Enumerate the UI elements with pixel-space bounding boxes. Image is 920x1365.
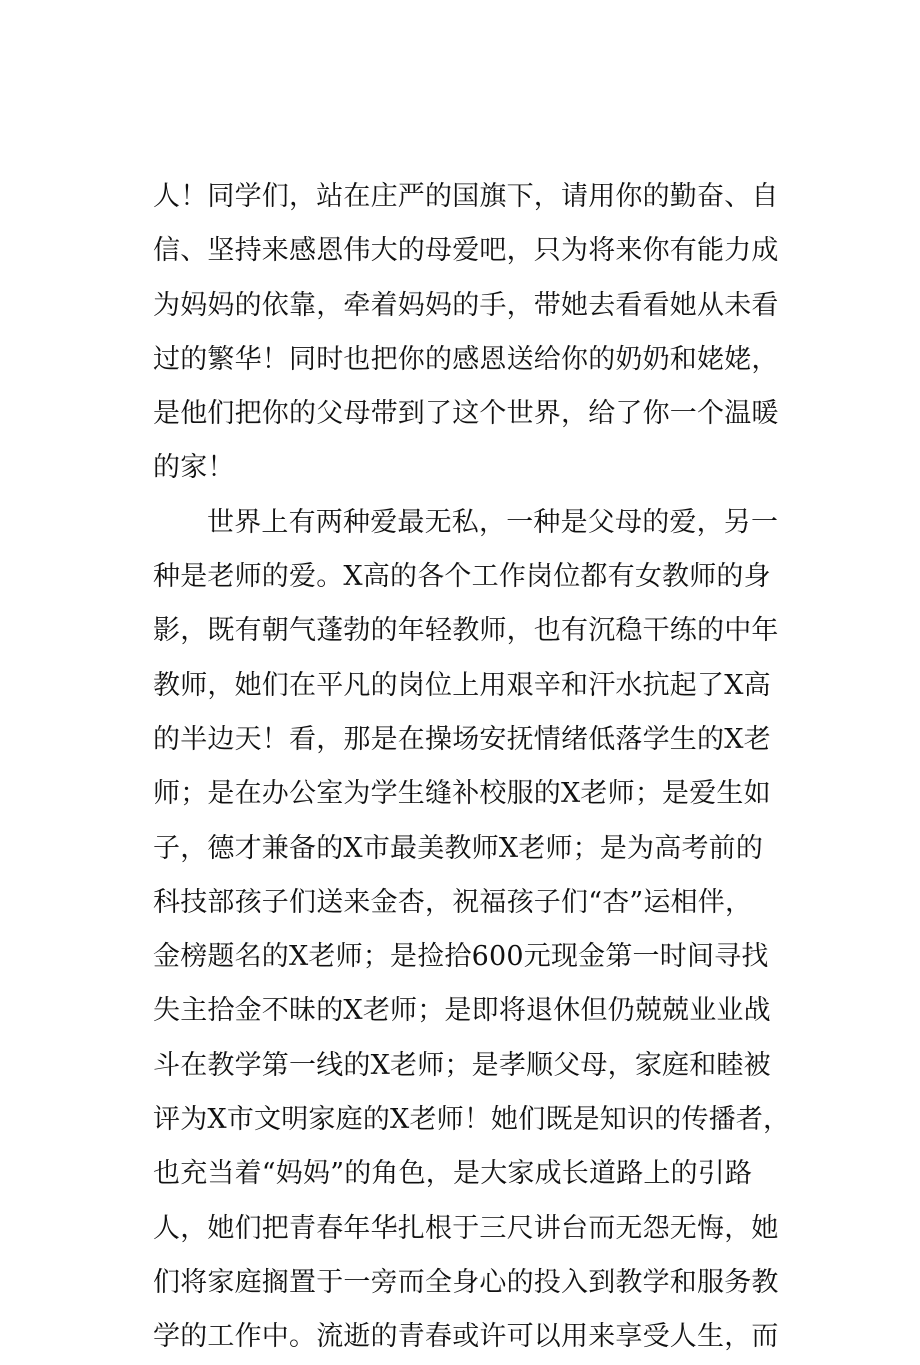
text-line: 学的工作中。流逝的青春或许可以用来享受人生，而	[153, 1321, 779, 1353]
text-line: 是他们把你的父母带到了这个世界，给了你一个温暖	[153, 398, 779, 430]
text-line: 子，德才兼备的X市最美教师X老师；是为高考前的	[153, 832, 764, 864]
text-line: 失主拾金不昧的X老师；是即将退休但仍兢兢业业战	[153, 995, 771, 1027]
text-line: 人，她们把青春年华扎根于三尺讲台而无怨无悔，她	[153, 1212, 779, 1244]
text-line: 也充当着“妈妈”的角色，是大家成长道路上的引路	[153, 1158, 753, 1190]
text-line: 种是老师的爱。X高的各个工作岗位都有女教师的身	[153, 561, 771, 593]
body-text	[153, 170, 791, 1365]
text-line: 影，既有朝气蓬勃的年轻教师，也有沉稳干练的中年	[153, 615, 779, 647]
text-line: 斗在教学第一线的X老师；是孝顺父母，家庭和睦被	[153, 1049, 771, 1081]
text-line: 的半边天！看，那是在操场安抚情绪低落学生的X老	[153, 723, 771, 755]
text-line: 的家！	[153, 452, 235, 484]
text-line: 科技部孩子们送来金杏，祝福孩子们“杏”运相伴，	[153, 886, 753, 918]
text-line: 评为X市文明家庭的X老师！她们既是知识的传播者，	[153, 1104, 791, 1136]
text-line: 过的繁华！同时也把你的感恩送给你的奶奶和姥姥，	[153, 343, 779, 375]
text-line: 教师，她们在平凡的岗位上用艰辛和汗水抗起了X高	[153, 669, 771, 701]
text-line: 人！同学们，站在庄严的国旗下，请用你的勤奋、自	[153, 181, 779, 212]
text-line: 师；是在办公室为学生缝补校服的X老师；是爱生如	[153, 778, 771, 810]
text-line: 为妈妈的依靠，牵着妈妈的手，带她去看看她从未看	[153, 289, 779, 321]
text-line: 们将家庭搁置于一旁而全身心的投入到教学和服务教	[153, 1266, 779, 1298]
text-line: 信、坚持来感恩伟大的母爱吧，只为将来你有能力成	[153, 235, 779, 267]
paragraph-start-line: 世界上有两种爱最无私，一种是父母的爱，另一	[207, 506, 779, 538]
text-line: 金榜题名的X老师；是捡拾600元现金第一时间寻找	[153, 941, 769, 973]
